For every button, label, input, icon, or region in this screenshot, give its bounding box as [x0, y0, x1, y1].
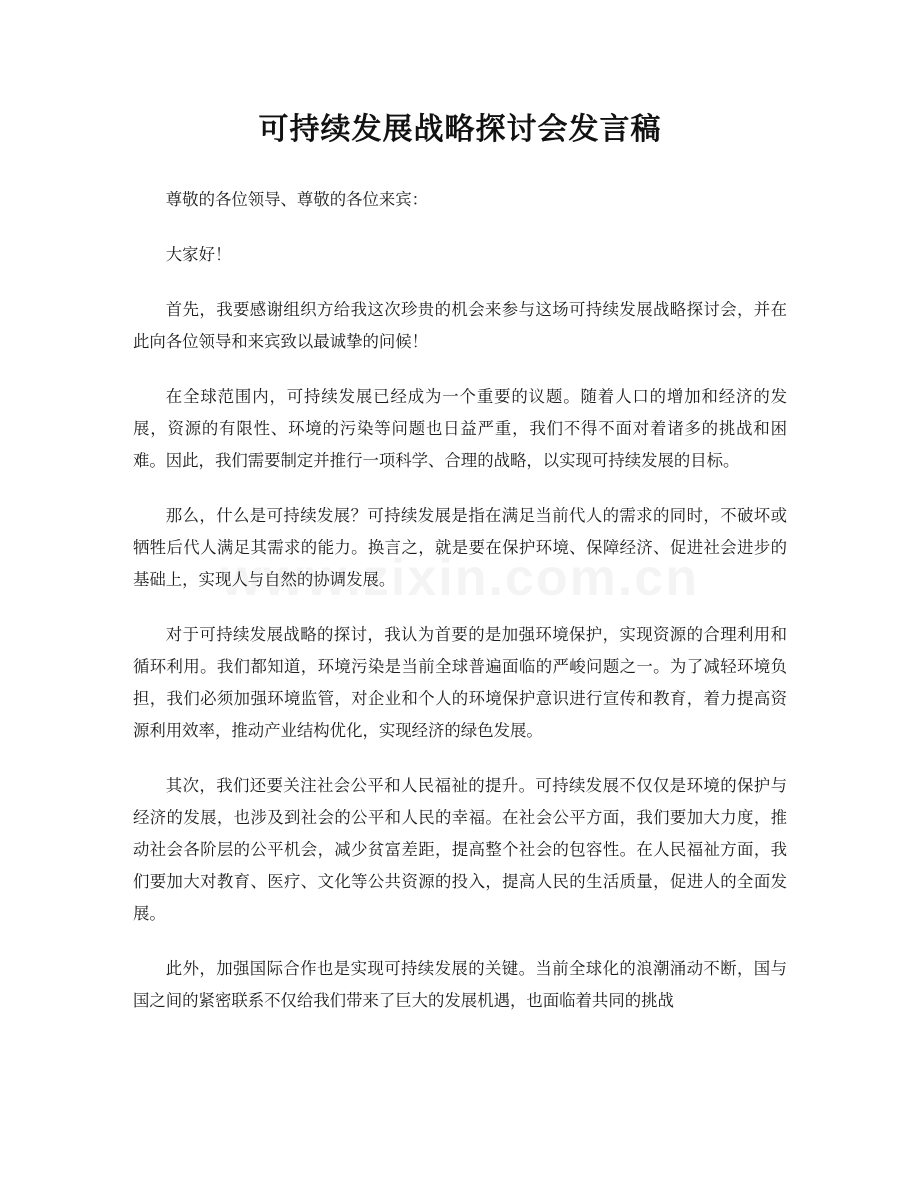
document-title: 可持续发展战略探讨会发言稿	[258, 112, 662, 147]
paragraph-international: 此外，加强国际合作也是实现可持续发展的关键。当前全球化的浪潮涌动不断，国与国之间的紧密联系不仅给我们带来了巨大的发展机遇，也面临着共同的挑战	[133, 959, 787, 1010]
document-body	[133, 184, 787, 1017]
paragraph-thanks: 首先，我要感谢组织方给我这次珍贵的机会来参与这场可持续发展战略探讨会，并在此向各位领导和来宾致以最诚挚的问候！	[133, 300, 787, 351]
paragraph-salutation: 尊敬的各位领导、尊敬的各位来宾：	[165, 190, 429, 209]
paragraph-definition: 那么，什么是可持续发展？可持续发展是指在满足当前代人的需求的同时，不破坏或牺牲后代人满足其需求的能力。换言之，就是要在保护环境、保障经济、促进社会进步的基础上，实现人与自然的协调发展。	[133, 506, 787, 589]
paragraph-social-welfare: 其次，我们还要关注社会公平和人民福祉的提升。可持续发展不仅仅是环境的保护与经济的发展，也涉及到社会的公平和人民的幸福。在社会公平方面，我们要加大力度，推动社会各阶层的公平机会，减少贫富差距，提高整个社会的包容性。在人民福祉方面，我们要加大对教育、医疗、文化等公共资源的投入，提高人民的生活质量，促进人的全面发展。	[133, 776, 787, 923]
paragraph-greeting: 大家好！	[165, 245, 232, 264]
paragraph-environment: 对于可持续发展战略的探讨，我认为首要的是加强环境保护，实现资源的合理利用和循环利用。我们都知道，环境污染是当前全球普遍面临的严峻问题之一。为了减轻环境负担，我们必须加强环境监管，对企业和个人的环境保护意识进行宣传和教育，着力提高资源利用效率，推动产业结构优化，实现经济的绿色发展。	[133, 625, 787, 740]
paragraph-global-issue: 在全球范围内，可持续发展已经成为一个重要的议题。随着人口的增加和经济的发展，资源的有限性、环境的污染等问题也日益严重，我们不得不面对着诸多的挑战和困难。因此，我们需要制定并推行一项科学、合理的战略，以实现可持续发展的目标。	[133, 387, 787, 470]
